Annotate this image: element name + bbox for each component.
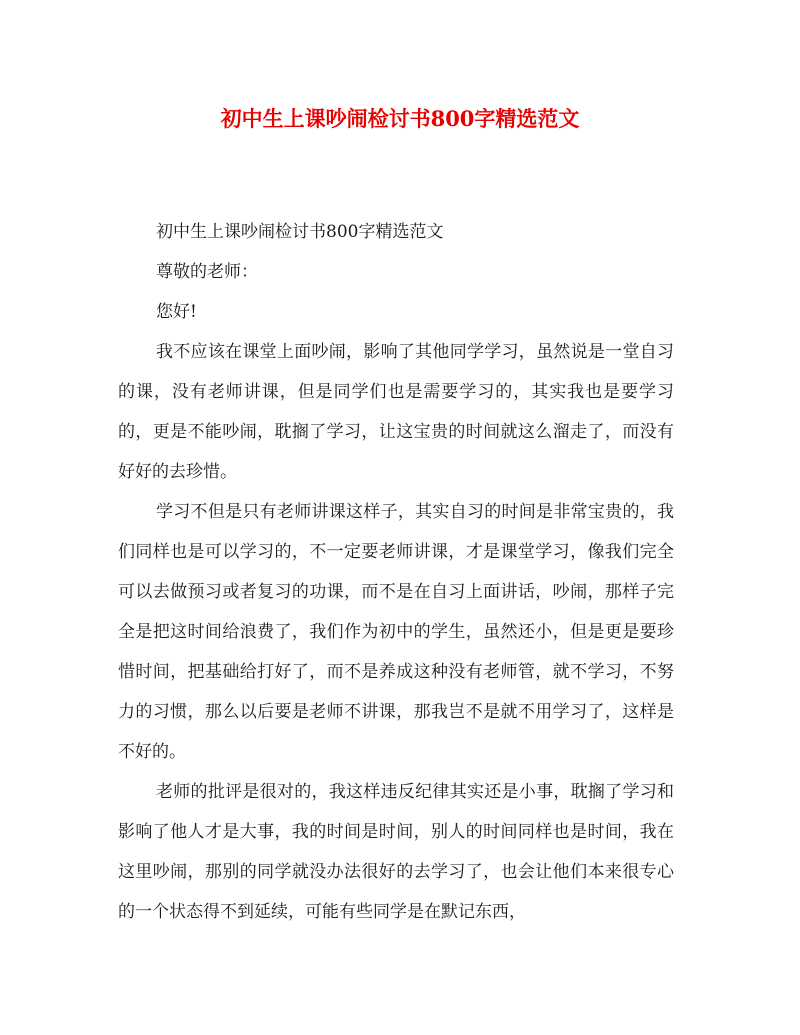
paragraph-body-1: 我不应该在课堂上面吵闹，影响了其他同学学习，虽然说是一堂自习的课，没有老师讲课，但是同学们也是需要学习的，其实我也是要学习的，更是不能吵闹，耽搁了学习，让这宝贵的时间就这么溜走了，而没有好好的去珍惜。	[118, 342, 674, 482]
paragraph-salutation: 尊敬的老师：	[156, 262, 258, 282]
paragraph-body-2: 学习不但是只有老师讲课这样子，其实自习的时间是非常宝贵的，我们同样也是可以学习的，不一定要老师讲课，才是课堂学习，像我们完全可以去做预习或者复习的功课，而不是在自习上面讲话，吵闹，那样子完全是把这时间给浪费了，我们作为初中的学生，虽然还小，但是更是要珍惜时间，把基础给打好了，而不是养成这种没有老师管，就不学习，不努力的习惯，那么以后要是老师不讲课，那我岂不是就不用学习了，这样是不好的。	[118, 502, 674, 762]
paragraph-body-3: 老师的批评是很对的，我这样违反纪律其实还是小事，耽搁了学习和影响了他人才是大事，我的时间是时间，别人的时间同样也是时间，我在这里吵闹，那别的同学就没办法很好的去学习了，也会让他们本来很专心的一个状态得不到延续，可能有些同学是在默记东西，	[118, 782, 674, 922]
paragraph-greeting: 您好!	[156, 302, 197, 322]
paragraph-heading: 初中生上课吵闹检讨书800字精选范文	[156, 222, 444, 242]
document-title: 初中生上课吵闹检讨书800字精选范文	[220, 106, 580, 131]
document-body	[118, 212, 674, 932]
